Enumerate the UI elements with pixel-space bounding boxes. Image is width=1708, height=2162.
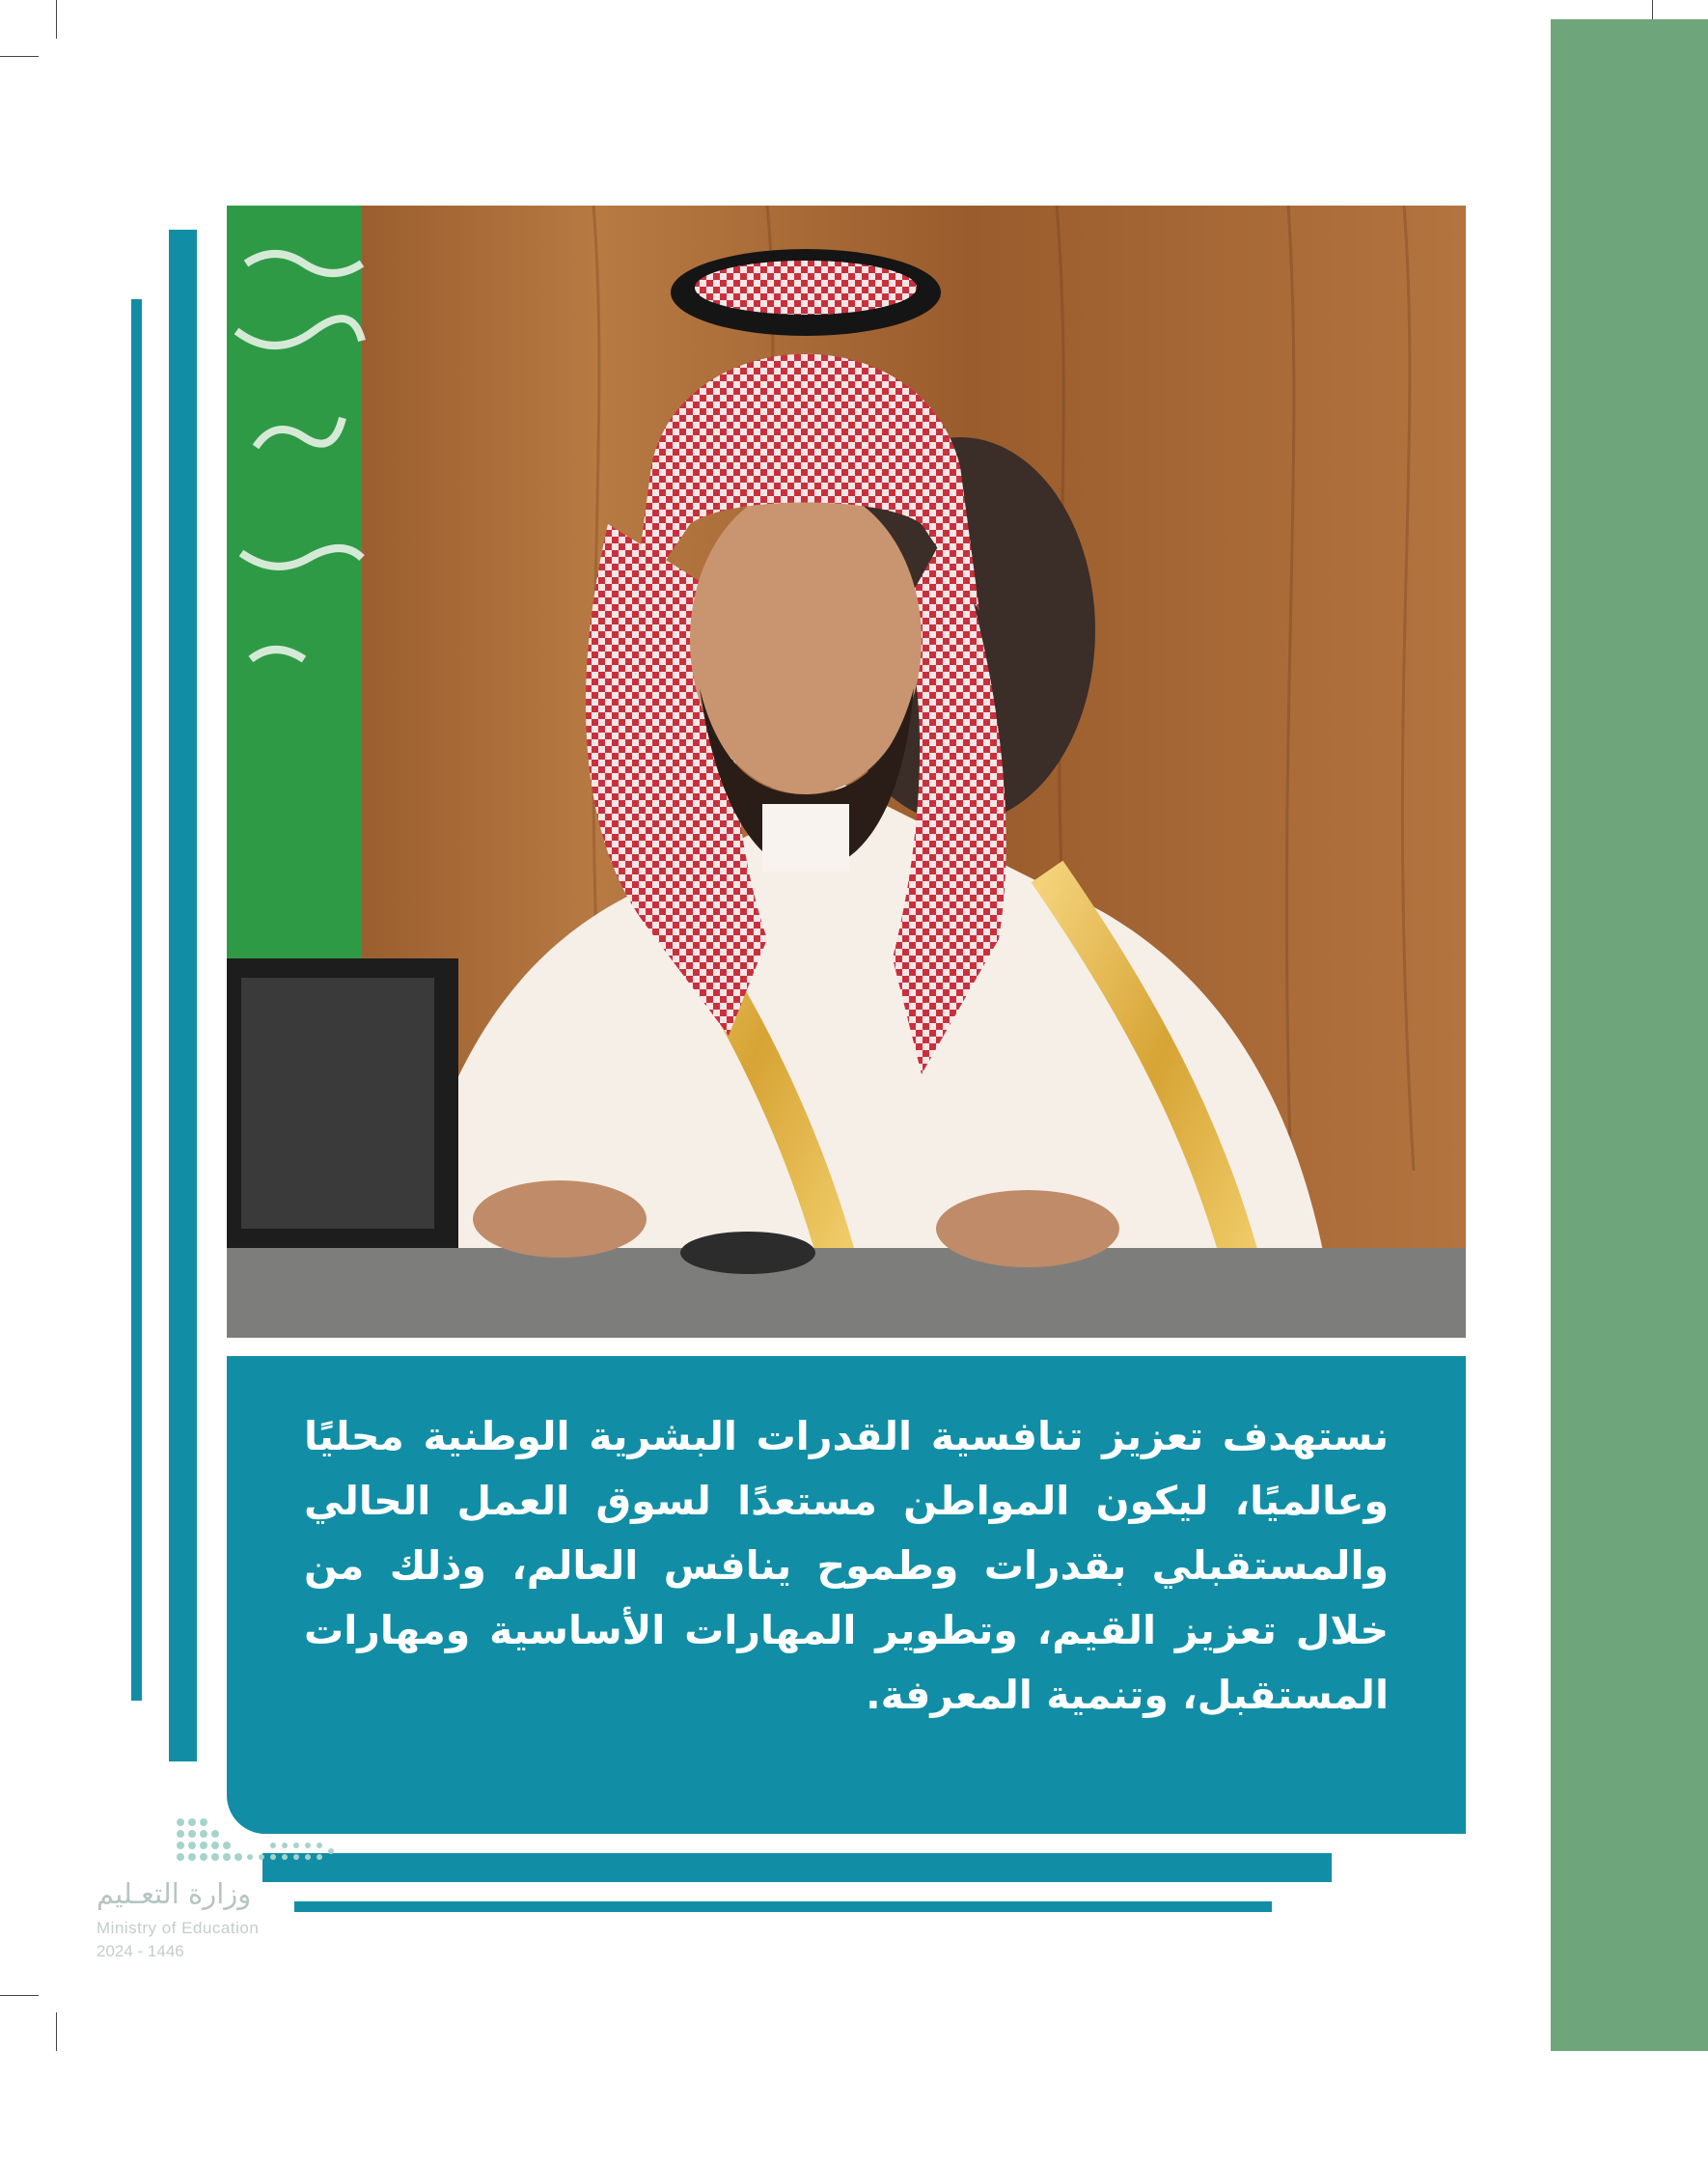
quote-box [227, 1356, 1466, 2157]
crop-mark [0, 1995, 39, 1996]
signature-title: صاحب السمو الملكي [438, 2080, 607, 2099]
ministry-name-english: Ministry of Education [96, 1919, 260, 1937]
side-color-band [1551, 19, 1708, 2051]
ministry-logo [92, 1815, 285, 1872]
signature-block [216, 2075, 718, 2162]
crop-mark [56, 0, 57, 39]
crop-mark [56, 2012, 57, 2051]
ministry-name-arabic: وزارة التعـليم [96, 1877, 252, 1910]
signature-name: الأمير محمد بن سلمان بن عبد العزيز آل سعود [349, 2109, 718, 2128]
ministry-year: 2024 - 1446 [96, 1942, 184, 1960]
decor-bar-left-thin [131, 299, 142, 1701]
crop-mark [0, 56, 39, 57]
decor-bar-bottom-thin [294, 1901, 1272, 1912]
decor-bar-bottom-thick [262, 1853, 1332, 1882]
portrait-photo [227, 206, 1466, 1338]
portrait-illustration [227, 206, 1466, 1338]
decor-bar-left-thick [169, 230, 197, 1761]
signature-position: ولي العهد، رئيس مجلس الوزراء [462, 2138, 718, 2157]
logo-dots-icon [92, 1815, 343, 1872]
vision-quote: نستهدف تعزيز تنافسية القدرات البشرية الوطنية محليًا وعالميًا، ليكون المواطن مستعدًا لسوق العمل الحالي والمستقبلي بقدرات وطموح ينافس العالم، وذلك من خلال تعزيز القيم، وتطوير المهارات الأساسية ومهارات المستقبل، وتنمية المعرفة. [304, 1413, 1389, 1718]
